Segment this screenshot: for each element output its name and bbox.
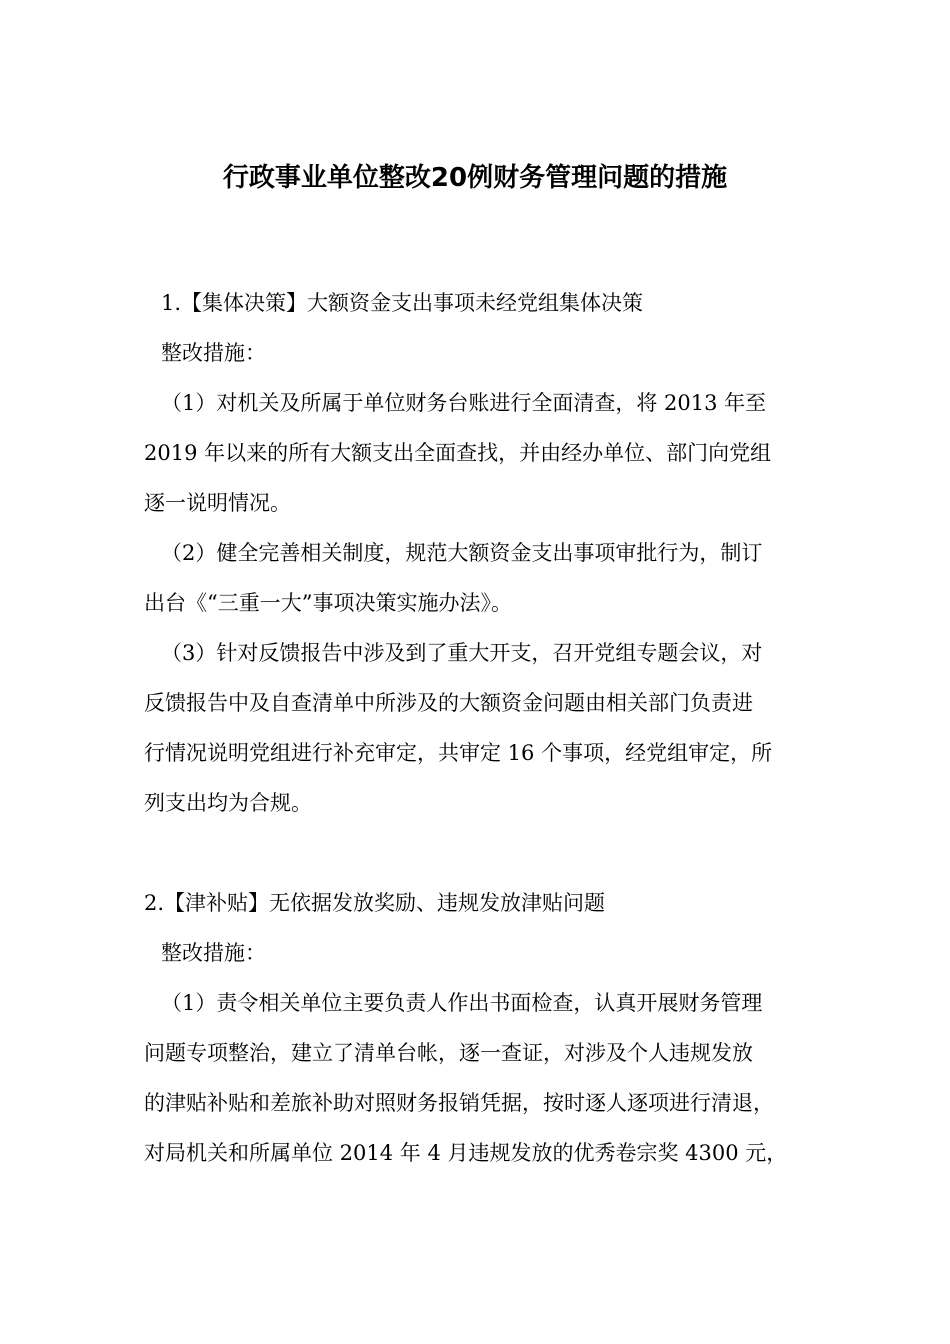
paragraph-line: 行情况说明党组进行补充审定，共审定 16 个事项，经党组审定，所: [144, 741, 773, 765]
section-1-heading: 1.【集体决策】大额资金支出事项未经党组集体决策: [161, 291, 644, 315]
paragraph-line: 列支出均为合规。: [144, 791, 312, 815]
section-2-heading: 2.【津补贴】无依据发放奖励、违规发放津贴问题: [144, 891, 606, 915]
paragraph-line: 2019 年以来的所有大额支出全面查找，并由经办单位、部门向党组: [144, 441, 772, 465]
paragraph-line: （1）责令相关单位主要负责人作出书面检查，认真开展财务管理: [161, 991, 763, 1015]
paragraph-line: 出台《“三重一大”事项决策实施办法》。: [144, 591, 512, 615]
paragraph-line: 逐一说明情况。: [144, 491, 291, 515]
paragraph-line: 问题专项整治，建立了清单台帐，逐一查证，对涉及个人违规发放: [144, 1041, 753, 1065]
document-title: 行政事业单位整改20例财务管理问题的措施: [222, 163, 728, 193]
paragraph-line: 反馈报告中及自查清单中所涉及的大额资金问题由相关部门负责进: [144, 691, 753, 715]
document-body: [144, 278, 829, 1178]
paragraph-line: （1）对机关及所属于单位财务台账进行全面清查，将 2013 年至: [161, 391, 767, 415]
section-1-measures-label: 整改措施：: [161, 341, 266, 365]
section-spacer: [144, 828, 829, 878]
paragraph-line: （2）健全完善相关制度，规范大额资金支出事项审批行为，制订: [161, 541, 763, 565]
paragraph-line: 的津贴补贴和差旅补助对照财务报销凭据，按时逐人逐项进行清退，: [144, 1091, 774, 1115]
paragraph-line: （3）针对反馈报告中涉及到了重大开支，召开党组专题会议，对: [161, 641, 763, 665]
section-2-measures-label: 整改措施：: [161, 941, 266, 965]
paragraph-line: 对局机关和所属单位 2014 年 4 月违规发放的优秀卷宗奖 4300 元，: [144, 1141, 788, 1165]
